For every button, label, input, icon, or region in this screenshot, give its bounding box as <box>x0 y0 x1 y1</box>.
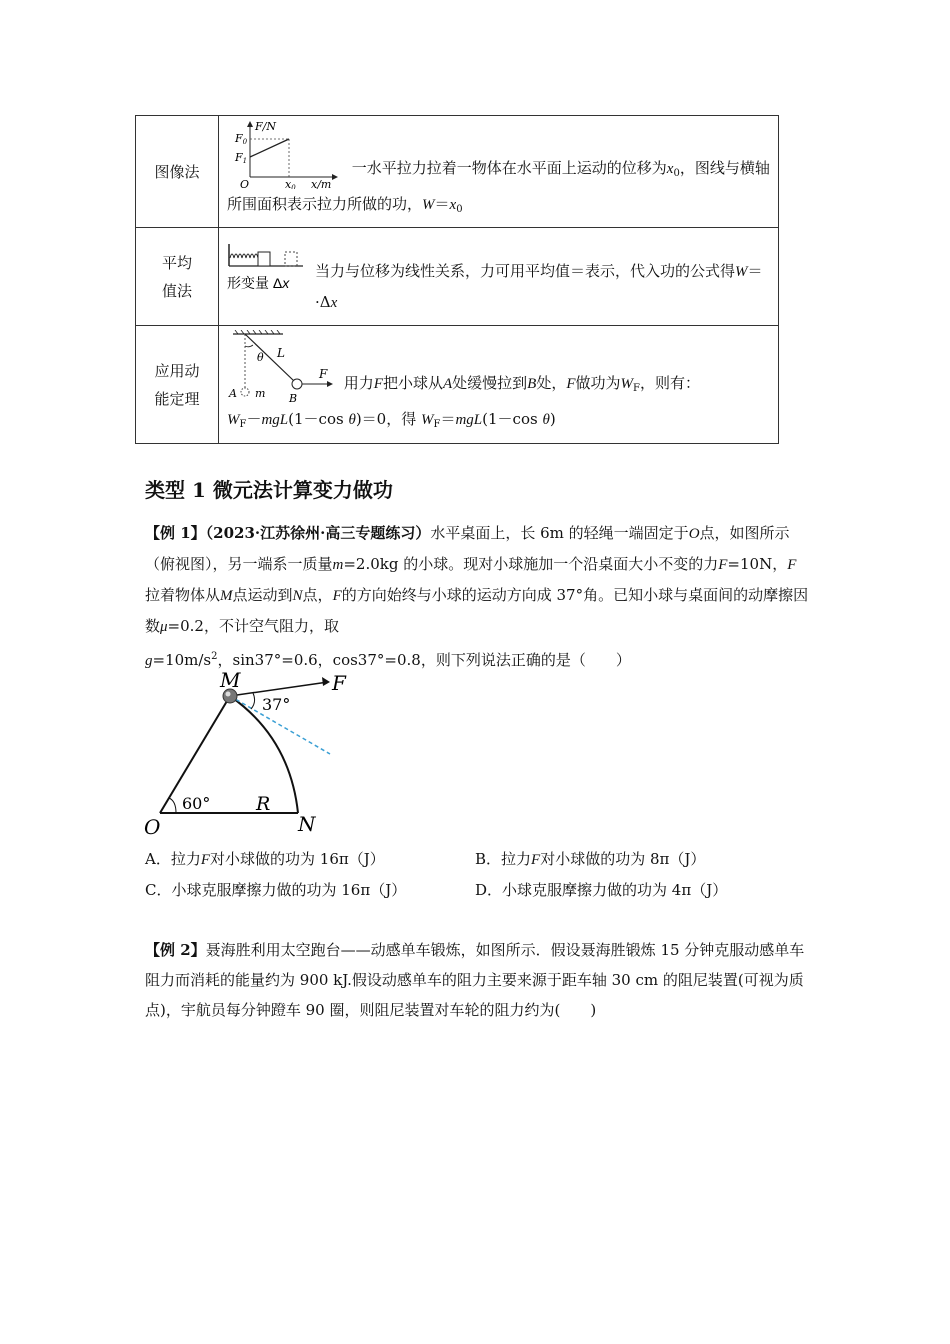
point-b-label: B <box>289 391 298 404</box>
row-body <box>219 116 779 228</box>
option-b[interactable]: B．拉力F对小球做的功为 8π（J） <box>475 850 706 868</box>
section-title: 类型 1 微元法计算变力做功 <box>145 478 393 502</box>
force-label: F <box>319 366 328 381</box>
point-n-label: N <box>298 812 316 836</box>
row-label: 应用动 能定理 <box>136 326 219 444</box>
graph-method-text: 一水平拉力拉着一物体在水平面上运动的位移为$x_0$，图线与横轴所围面积表示拉力所做的功，$W=x_0$ <box>227 158 770 215</box>
row-label <box>136 116 219 228</box>
example1-text: 【例 1】（2023·江苏徐州·高三专题练习）水平桌面上，长 6m 的轻绳一端固定于O点，如图所示（俯视图），另一端系一质量m=2.0kg 的小球。现对小球施加一个沿桌面大小不变的力F=10N，F拉着物体从M点运动到N点，F的方向始终与小球的运动方向成 37°角。已知小球与桌面间的动摩擦因数μ=0.2，不计空气阻力，取 $g=10m/s^2$，sin37°=0.6，cos37°=0.8，则下列说法正确的是（ ） <box>145 524 809 669</box>
x-axis-label: x/m <box>311 177 332 189</box>
pendulum-figure <box>227 330 339 404</box>
angle-37-label: 37° <box>262 695 291 714</box>
table-row <box>136 326 779 444</box>
row-body <box>219 228 779 326</box>
option-d[interactable]: D．小球克服摩擦力做的功为 4π（J） <box>475 881 728 899</box>
x0-label: x0 <box>285 177 296 189</box>
force-displacement-graph <box>227 119 347 189</box>
radius-label: R <box>256 793 271 815</box>
theta-label: θ <box>257 350 264 364</box>
theorem-formula: $W_F-mgL(1-\cos$ θ)＝0，得 $W_F=mgL(1-\cos$ θ) <box>227 409 556 430</box>
example1-figure <box>140 668 350 840</box>
row-body <box>219 326 779 444</box>
f-axis-label: F/N <box>255 119 276 133</box>
angle-60-label: 60° <box>182 794 211 813</box>
option-a[interactable]: A．拉力F对小球做的功为 16π（J） <box>145 850 385 868</box>
label-text: 图像法 <box>154 162 200 181</box>
point-a-label: A <box>229 386 237 400</box>
spring-figure <box>227 238 309 296</box>
mass-label: m <box>255 386 266 400</box>
origin-o-label: O <box>144 815 161 839</box>
origin-label: O <box>240 177 250 189</box>
table-row <box>136 116 779 228</box>
point-m-label: M <box>220 668 241 692</box>
table-row <box>136 228 779 326</box>
example2-text: 【例 2】聂海胜利用太空跑台——动感单车锻炼，如图所示．假设聂海胜锻炼 15 分钟克服动感单车阻力而消耗的能量约为 900 kJ.假设动感单车的阻力主要来源于距车轴 30 cm 的阻尼装置(可视为质点)，宇航员每分钟蹬车 90 圈，则阻尼装置对车轮的阻力约为( ) <box>145 941 805 1019</box>
row-label: 平均 值法 <box>136 228 219 326</box>
methods-table <box>135 115 779 444</box>
f1-label: F1 <box>235 150 248 165</box>
theorem-method-text: 用力F把小球从A处缓慢拉到B处，F做功为$W_F$，则有： <box>343 373 701 394</box>
force-f-label: F <box>332 671 346 695</box>
average-method-text: 当力与位移为线性关系，力可用平均值＝表示，代入功的公式得W＝·Δx <box>315 261 763 311</box>
spring-caption: 形变量 Δx <box>227 274 290 291</box>
length-label: L <box>277 345 285 360</box>
option-c[interactable]: C．小球克服摩擦力做的功为 16π（J） <box>145 881 407 899</box>
f0-label: F0 <box>235 131 248 146</box>
